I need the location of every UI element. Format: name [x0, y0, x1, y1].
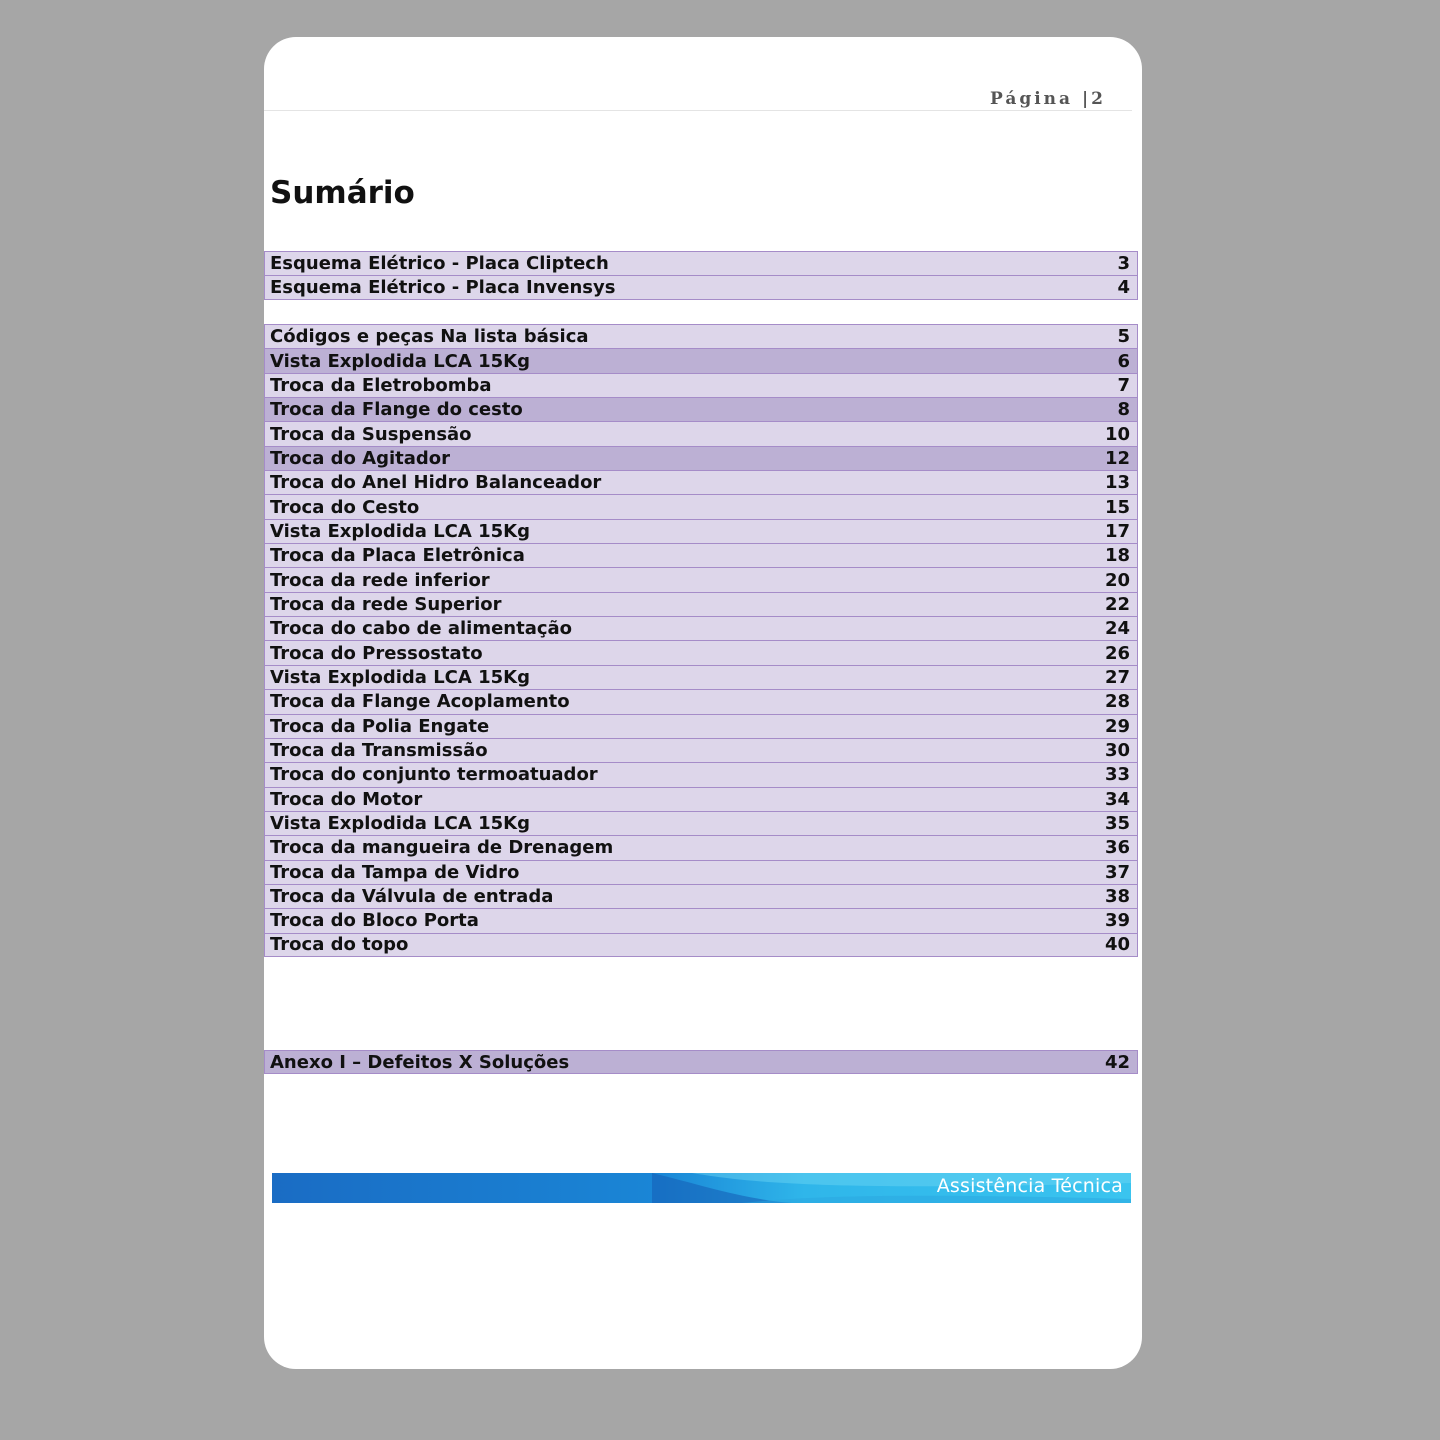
- toc-entry-title: Troca da rede Superior: [270, 593, 502, 615]
- toc-entry[interactable]: [264, 762, 1138, 786]
- toc-section-procedures: [264, 324, 1138, 957]
- toc-entry-page-number: 6: [1117, 350, 1130, 372]
- toc-entry-page-number: 12: [1104, 447, 1130, 469]
- page-number-header: Página |2: [990, 89, 1106, 109]
- toc-entry-title: Troca do Agitador: [270, 447, 451, 469]
- toc-entry[interactable]: [264, 397, 1138, 421]
- toc-entry-page-number: 10: [1104, 423, 1130, 445]
- toc-entry-page-number: 7: [1117, 374, 1130, 396]
- toc-entry[interactable]: [264, 494, 1138, 518]
- toc-entry-page-number: 5: [1117, 326, 1130, 348]
- toc-entry[interactable]: [264, 738, 1138, 762]
- toc-entry-title: Troca do Motor: [270, 788, 423, 810]
- toc-entry[interactable]: [264, 324, 1138, 348]
- toc-entry-title: Troca da Transmissão: [270, 740, 488, 762]
- toc-entry-title: Vista Explodida LCA 15Kg: [270, 350, 530, 372]
- toc-entry-title: Troca do conjunto termoatuador: [270, 764, 598, 786]
- toc-entry-title: Anexo I – Defeitos X Soluções: [270, 1051, 570, 1073]
- toc-entry[interactable]: [264, 884, 1138, 908]
- toc-entry[interactable]: [264, 519, 1138, 543]
- toc-entry-page-number: 18: [1104, 545, 1130, 567]
- toc-entry-title: Troca da Válvula de entrada: [270, 886, 554, 908]
- header-divider: [264, 110, 1132, 111]
- toc-entry[interactable]: [264, 251, 1138, 275]
- toc-entry-title: Vista Explodida LCA 15Kg: [270, 666, 530, 688]
- toc-entry-page-number: 22: [1104, 593, 1130, 615]
- toc-entry-page-number: 26: [1104, 642, 1130, 664]
- toc-entry[interactable]: [264, 592, 1138, 616]
- toc-entry-title: Troca do Cesto: [270, 496, 420, 518]
- toc-entry[interactable]: [264, 567, 1138, 591]
- toc-entry-title: Troca da Suspensão: [270, 423, 472, 445]
- toc-entry-page-number: 29: [1104, 715, 1130, 737]
- toc-entry-title: Troca da Flange do cesto: [270, 399, 523, 421]
- toc-entry-page-number: 17: [1104, 520, 1130, 542]
- page-title: Sumário: [270, 175, 415, 211]
- toc-entry[interactable]: [264, 835, 1138, 859]
- toc-entry[interactable]: [264, 616, 1138, 640]
- toc-entry-title: Troca da Polia Engate: [270, 715, 490, 737]
- toc-entry[interactable]: [264, 421, 1138, 445]
- toc-entry-title: Troca do Pressostato: [270, 642, 483, 664]
- toc-entry[interactable]: [264, 665, 1138, 689]
- toc-entry-page-number: 8: [1117, 399, 1130, 421]
- toc-entry[interactable]: [264, 373, 1138, 397]
- toc-entry-page-number: 33: [1104, 764, 1130, 786]
- toc-entry-title: Vista Explodida LCA 15Kg: [270, 813, 530, 835]
- toc-entry[interactable]: [264, 275, 1138, 299]
- toc-entry-page-number: 42: [1104, 1051, 1130, 1073]
- toc-entry[interactable]: [264, 446, 1138, 470]
- toc-entry[interactable]: [264, 689, 1138, 713]
- toc-entry[interactable]: [264, 714, 1138, 738]
- document-page: [264, 37, 1142, 1369]
- toc-entry-page-number: 13: [1104, 472, 1130, 494]
- toc-entry[interactable]: [264, 348, 1138, 372]
- toc-entry-title: Esquema Elétrico - Placa Cliptech: [270, 253, 609, 275]
- footer-brand-text: Assistência Técnica: [936, 1175, 1123, 1197]
- toc-entry-page-number: 24: [1104, 618, 1130, 640]
- toc-entry[interactable]: [264, 811, 1138, 835]
- toc-entry-page-number: 36: [1104, 837, 1130, 859]
- toc-entry[interactable]: [264, 1050, 1138, 1074]
- toc-entry[interactable]: [264, 470, 1138, 494]
- toc-entry-title: Troca do cabo de alimentação: [270, 618, 573, 640]
- toc-entry[interactable]: [264, 787, 1138, 811]
- toc-entry-title: Esquema Elétrico - Placa Invensys: [270, 277, 616, 299]
- toc-section-electrical: [264, 251, 1138, 300]
- toc-entry-page-number: 38: [1104, 886, 1130, 908]
- toc-entry-title: Troca da mangueira de Drenagem: [270, 837, 614, 859]
- toc-entry-page-number: 30: [1104, 740, 1130, 762]
- toc-entry[interactable]: [264, 933, 1138, 957]
- toc-entry-page-number: 34: [1104, 788, 1130, 810]
- toc-entry-title: Troca do Bloco Porta: [270, 910, 479, 932]
- toc-entry[interactable]: [264, 543, 1138, 567]
- toc-entry-page-number: 3: [1117, 253, 1130, 275]
- toc-entry[interactable]: [264, 860, 1138, 884]
- toc-entry-title: Troca da Tampa de Vidro: [270, 861, 520, 883]
- toc-section-annex: [264, 1050, 1138, 1074]
- toc-entry-page-number: 35: [1104, 813, 1130, 835]
- toc-entry-title: Troca da Eletrobomba: [270, 374, 492, 396]
- toc-entry-page-number: 28: [1104, 691, 1130, 713]
- toc-entry-page-number: 39: [1104, 910, 1130, 932]
- toc-entry-title: Troca da Flange Acoplamento: [270, 691, 570, 713]
- toc-entry-title: Troca do Anel Hidro Balanceador: [270, 472, 602, 494]
- toc-entry-page-number: 20: [1104, 569, 1130, 591]
- toc-entry-title: Vista Explodida LCA 15Kg: [270, 520, 530, 542]
- toc-entry-title: Troca do topo: [270, 934, 409, 956]
- toc-entry-page-number: 15: [1104, 496, 1130, 518]
- toc-entry-title: Troca da Placa Eletrônica: [270, 545, 525, 567]
- toc-entry-title: Troca da rede inferior: [270, 569, 490, 591]
- toc-entry-title: Códigos e peças Na lista básica: [270, 326, 589, 348]
- toc-entry[interactable]: [264, 640, 1138, 664]
- toc-entry[interactable]: [264, 908, 1138, 932]
- toc-entry-page-number: 40: [1104, 934, 1130, 956]
- footer-banner: [272, 1173, 1131, 1203]
- toc-entry-page-number: 4: [1117, 277, 1130, 299]
- toc-entry-page-number: 37: [1104, 861, 1130, 883]
- toc-entry-page-number: 27: [1104, 666, 1130, 688]
